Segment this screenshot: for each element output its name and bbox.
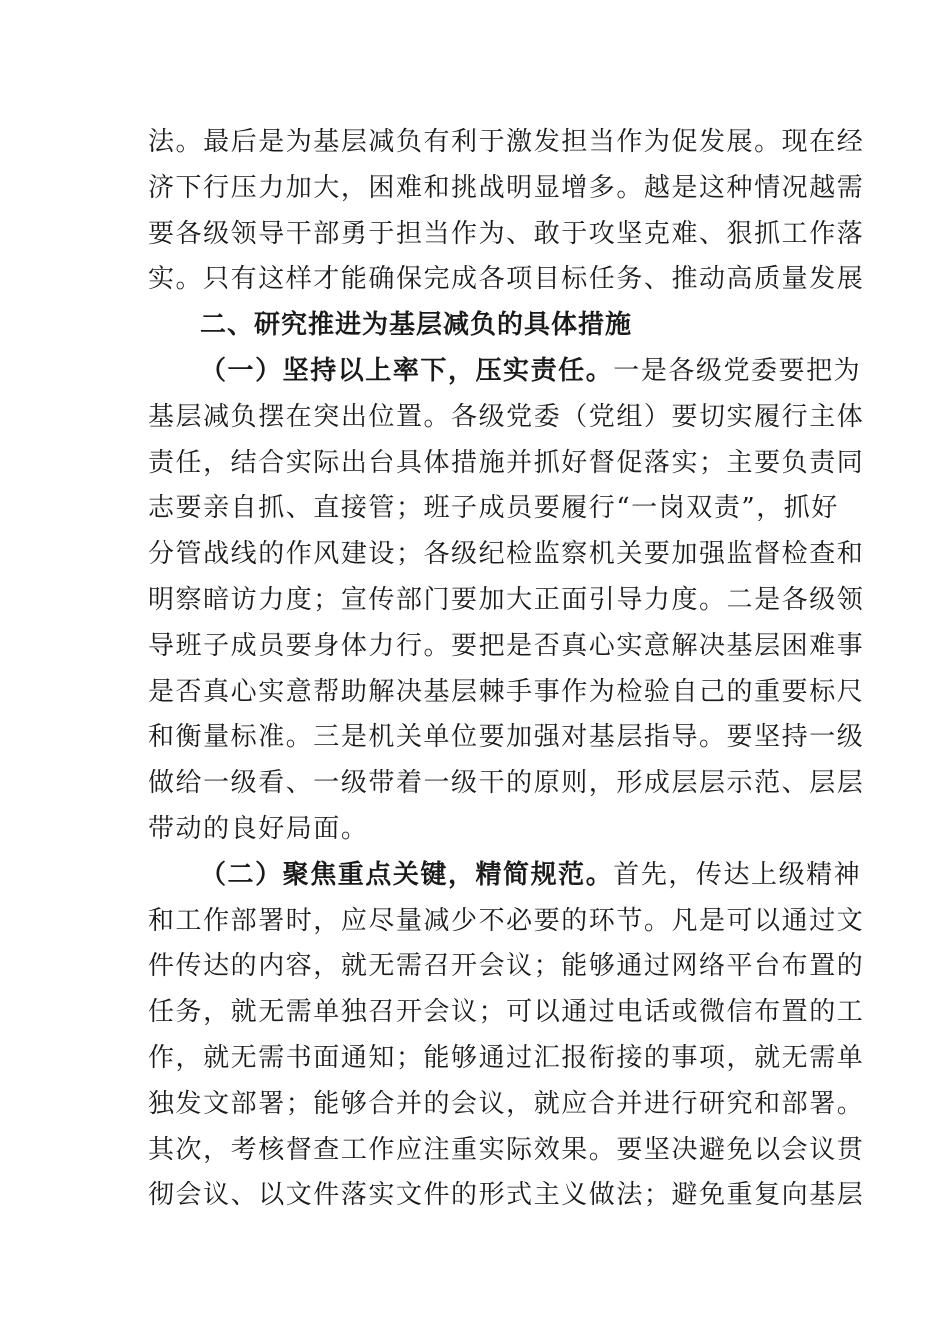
subsection-1-first-line-text: 一是各级党委要把为	[613, 355, 862, 386]
section-heading: 二、研究推进为基层减负的具体措施	[200, 310, 633, 341]
body-line: 导班子成员要身体力行。要把是否真心实意解决基层困难事	[148, 630, 865, 661]
body-line: 济下行压力加大，困难和挑战明显增多。越是这种情况越需	[148, 172, 865, 203]
body-line: 做给一级看、一级带着一级干的原则，形成层层示范、层层	[148, 768, 865, 799]
body-line: 作，就无需书面通知；能够通过汇报衔接的事项，就无需单	[148, 1042, 865, 1073]
body-line: 独发文部署；能够合并的会议，就应合并进行研究和部署。	[148, 1088, 865, 1119]
body-line: 彻会议、以文件落实文件的形式主义做法；避免重复向基层	[148, 1180, 865, 1211]
body-line: 件传达的内容，就无需召开会议；能够通过网络平台布置的	[148, 951, 865, 982]
subsection-2-first-line	[148, 853, 862, 899]
subsection-2-heading: （二）聚焦重点关键，精简规范。	[200, 859, 614, 890]
subsection-2-first-line-text: 首先，传达上级精神	[613, 859, 862, 890]
body-line: 任务，就无需单独召开会议；可以通过电话或微信布置的工	[148, 997, 865, 1028]
body-line: 责任，结合实际出台具体措施并抓好督促落实；主要负责同	[148, 447, 865, 478]
body-line: 和工作部署时，应尽量减少不必要的环节。凡是可以通过文	[148, 905, 865, 936]
body-line: 带动的良好局面。	[148, 813, 369, 844]
body-line: 明察暗访力度；宣传部门要加大正面引导力度。二是各级领	[148, 584, 865, 615]
body-line: 基层减负摆在突出位置。各级党委（党组）要切实履行主体	[148, 401, 865, 432]
body-line: 法。最后是为基层减负有利于激发担当作为促发展。现在经	[148, 127, 865, 157]
body-line: 志要亲自抓、直接管；班子成员要履行“一岗双责”，抓好	[148, 493, 839, 524]
body-line: 是否真心实意帮助解决基层棘手事作为检验自己的重要标尺	[148, 676, 865, 707]
subsection-1-first-line	[148, 349, 862, 395]
body-line: 实。只有这样才能确保完成各项目标任务、推动高质量发展	[148, 264, 865, 295]
body-line: 分管战线的作风建设；各级纪检监察机关要加强监督检查和	[148, 539, 865, 570]
document-page	[148, 120, 865, 1219]
body-line: 和衡量标准。三是机关单位要加强对基层指导。要坚持一级	[148, 722, 865, 753]
subsection-1-heading: （一）坚持以上率下，压实责任。	[200, 355, 614, 386]
body-line: 要各级领导干部勇于担当作为、敢于攻坚克难、狠抓工作落	[148, 218, 865, 249]
body-line: 其次，考核督查工作应注重实际效果。要坚决避免以会议贯	[148, 1134, 865, 1165]
